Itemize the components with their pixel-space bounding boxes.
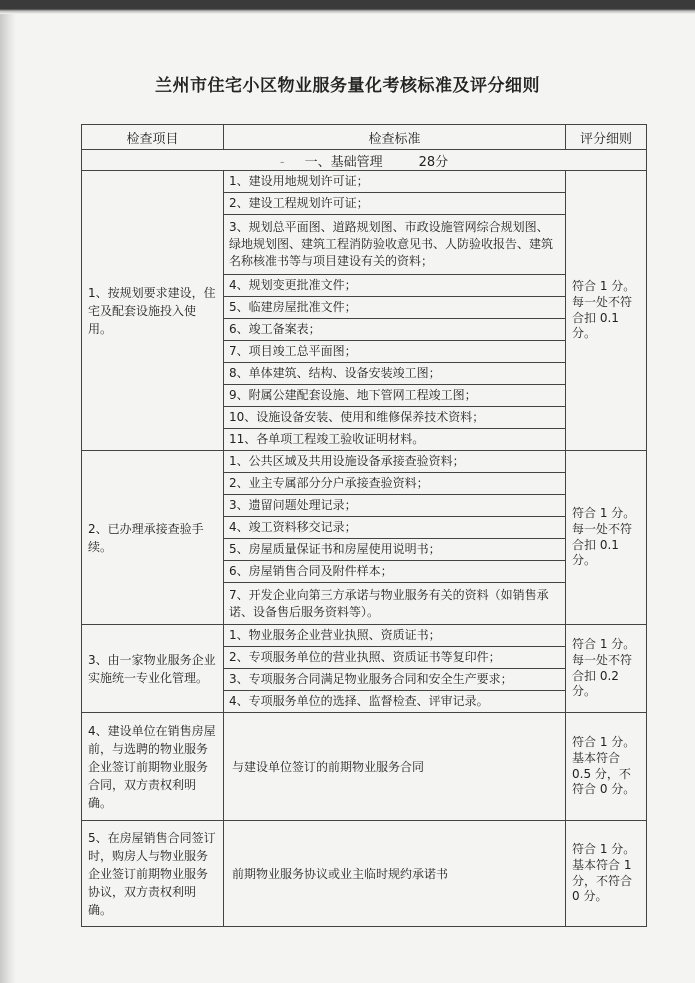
scan-shadow-top	[0, 0, 695, 14]
section-points: 28分	[418, 154, 449, 170]
section-heading	[82, 150, 647, 171]
score-cell: 符合 1 分。每一处不符合扣 0.1 分。	[566, 171, 647, 451]
score-cell: 符合 1 分。基本符合 1 分，不符合 0 分。	[566, 821, 647, 927]
table-row	[82, 713, 647, 821]
item-cell: 5、在房屋销售合同签订时，购房人与物业服务企业签订前期物业服务协议，双方责权利明确。	[82, 821, 224, 927]
criteria-cell: 1、公共区域及共用设施设备承接查验资料；	[224, 451, 566, 473]
criteria-cell: 5、临建房屋批准文件；	[224, 297, 566, 319]
header-score: 评分细则	[566, 125, 647, 150]
criteria-cell: 8、单体建筑、结构、设备安装竣工图；	[224, 363, 566, 385]
section-mark: -	[279, 154, 285, 170]
criteria-cell: 6、竣工备案表；	[224, 319, 566, 341]
criteria-cell: 1、建设用地规划许可证；	[224, 171, 566, 193]
criteria-cell: 2、专项服务单位的营业执照、资质证书等复印件；	[224, 647, 566, 669]
item-cell: 2、已办理承接查验手续。	[82, 451, 224, 625]
criteria-cell: 4、规划变更批准文件；	[224, 275, 566, 297]
criteria-cell: 7、开发企业向第三方承诺与物业服务有关的资料（如销售承诺、设备售后服务资料等）。	[224, 583, 566, 625]
section-label: 一、基础管理	[304, 154, 383, 170]
criteria-cell: 与建设单位签订的前期物业服务合同	[224, 713, 566, 821]
criteria-cell: 3、专项服务合同满足物业服务合同和安全生产要求；	[224, 669, 566, 691]
table-header-row	[82, 125, 647, 150]
score-cell: 符合 1 分。基本符合 0.5 分，不符合 0 分。	[566, 713, 647, 821]
score-cell: 符合 1 分。每一处不符合扣 0.2 分。	[566, 625, 647, 713]
table-row	[82, 821, 647, 927]
table-row	[82, 451, 647, 473]
criteria-cell: 3、规划总平面图、道路规划图、市政设施管网综合规划图、绿地规划图、建筑工程消防验收意见书、人防验收报告、建筑名称核准书等与项目建设有关的资料；	[224, 215, 566, 275]
criteria-cell: 2、建设工程规划许可证；	[224, 193, 566, 215]
criteria-cell: 前期物业服务协议或业主临时规约承诺书	[224, 821, 566, 927]
criteria-cell: 6、房屋销售合同及附件样本；	[224, 561, 566, 583]
table-row	[82, 171, 647, 193]
section-row	[82, 150, 647, 171]
criteria-cell: 7、项目竣工总平面图；	[224, 341, 566, 363]
criteria-cell: 9、附属公建配套设施、地下管网工程竣工图；	[224, 385, 566, 407]
criteria-cell: 1、物业服务企业营业执照、资质证书；	[224, 625, 566, 647]
criteria-cell: 2、业主专属部分分户承接查验资料；	[224, 473, 566, 495]
criteria-cell: 11、各单项工程竣工验收证明材料。	[224, 429, 566, 451]
criteria-cell: 3、遗留问题处理记录；	[224, 495, 566, 517]
table-row	[82, 625, 647, 647]
score-cell: 符合 1 分。每一处不符合扣 0.1 分。	[566, 451, 647, 625]
item-cell: 4、建设单位在销售房屋前，与选聘的物业服务企业签订前期物业服务合同，双方责权利明确。	[82, 713, 224, 821]
item-cell: 3、由一家物业服务企业实施统一专业化管理。	[82, 625, 224, 713]
header-item: 检查项目	[82, 125, 224, 150]
header-criteria: 检查标准	[224, 125, 566, 150]
scan-shadow-left	[0, 14, 16, 983]
page-title: 兰州市住宅小区物业服务量化考核标准及评分细则	[155, 76, 540, 96]
criteria-cell: 10、设施设备安装、使用和维修保养技术资料；	[224, 407, 566, 429]
criteria-cell: 4、竣工资料移交记录；	[224, 517, 566, 539]
evaluation-table	[81, 124, 647, 927]
criteria-cell: 5、房屋质量保证书和房屋使用说明书；	[224, 539, 566, 561]
criteria-cell: 4、专项服务单位的选择、监督检查、评审记录。	[224, 691, 566, 713]
item-cell: 1、按规划要求建设，住宅及配套设施投入使用。	[82, 171, 224, 451]
